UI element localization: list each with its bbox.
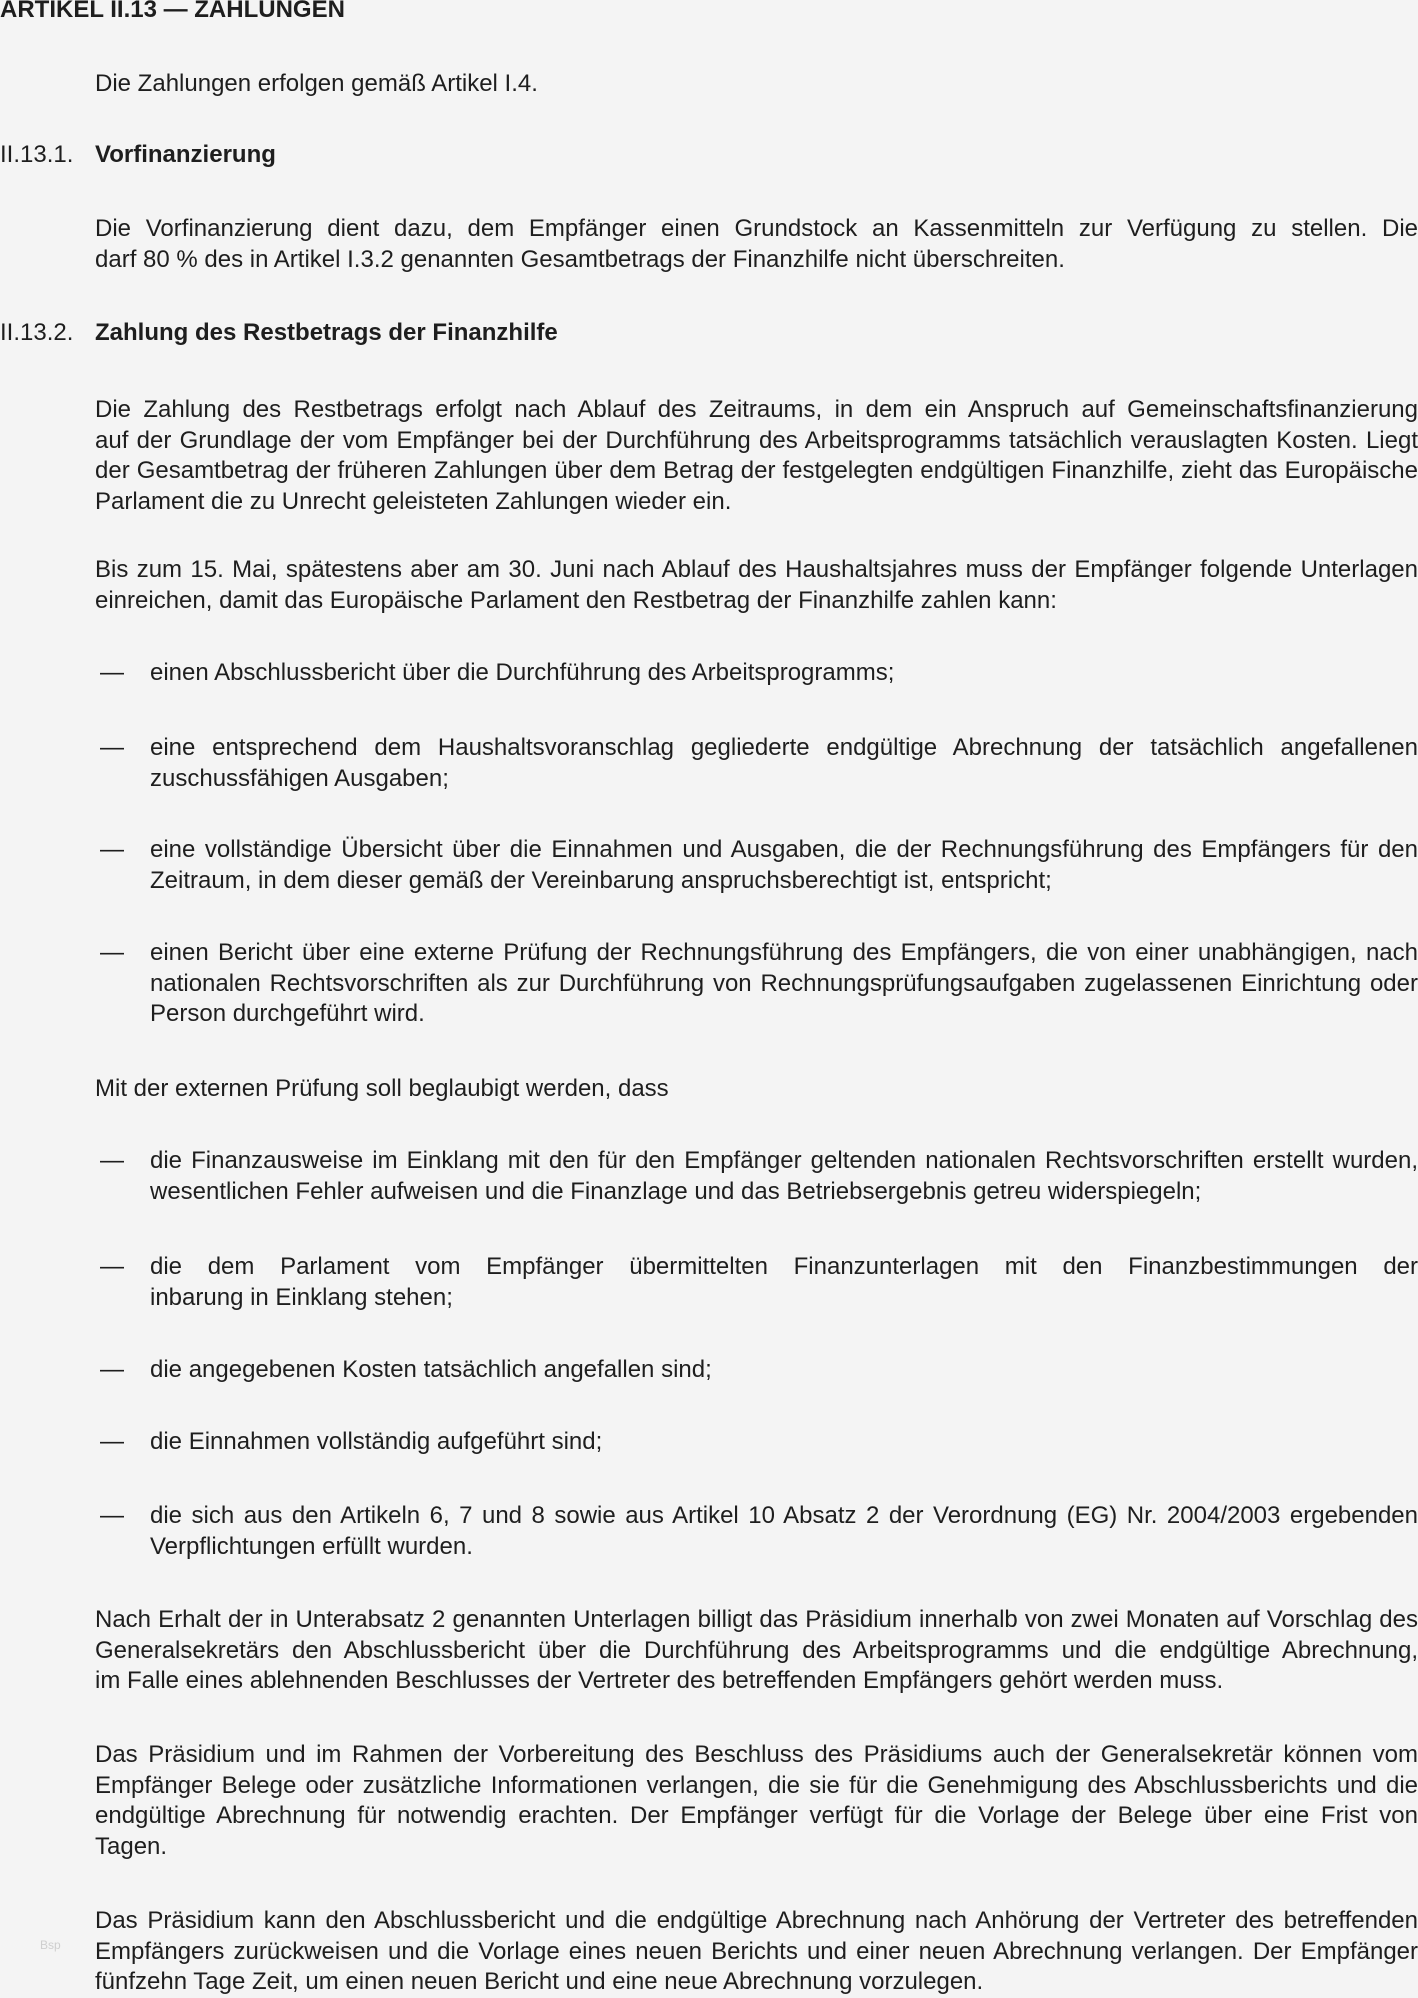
text-line: endgültige Abrechnung für notwendig erachten. Der Empfänger verfügt für die Vorlage der Belege über eine Frist von [95, 1802, 1418, 1829]
text-line: einen Bericht über eine externe Prüfung der Rechnungsführung des Empfängers, die von einer unabhängigen, nach [150, 939, 1418, 966]
text-line: die dem Parlament vom Empfänger übermittelten Finanzunterlagen mit den Finanzbestimmungen der [150, 1253, 1418, 1280]
text-line: Person durchgeführt wird. [150, 1000, 425, 1027]
text-line: nationalen Rechtsvorschriften als zur Durchführung von Rechnungsprüfungsaufgaben zugelassenen Einrichtung oder [150, 969, 1418, 997]
text-line: Tagen. [95, 1832, 168, 1860]
section-title: Vorfinanzierung [95, 141, 276, 168]
dash-bullet: — [100, 1502, 124, 1529]
text-line: wesentlichen Fehler aufweisen und die Finanzlage und das Betriebsergebnis getreu widerspiegeln; [150, 1177, 1202, 1205]
dash-bullet: — [100, 1253, 124, 1280]
text-line: zuschussfähigen Ausgaben; [150, 764, 449, 792]
text-line: Empfängers zurückweisen und die Vorlage eines neuen Berichts und einer neuen Abrechnung verlangen. Der Empfänger [95, 1937, 1418, 1965]
text-line: der Gesamtbetrag der früheren Zahlungen über dem Betrag der festgelegten endgültigen Finanzhilfe, zieht das Europäische [95, 457, 1418, 484]
text-line: Die Zahlungen erfolgen gemäß Artikel I.4. [95, 70, 538, 97]
text-line: die Finanzausweise im Einklang mit den für den Empfänger geltenden nationalen Rechtsvorschriften erstellt wurden, [150, 1147, 1418, 1174]
text-line: Generalsekretärs den Abschlussbericht über die Durchführung des Arbeitsprogramms und die endgültige Abrechnung, [95, 1636, 1418, 1664]
watermark: Bsp [40, 1938, 61, 1952]
text-line: auf der Grundlage der vom Empfänger bei der Durchführung des Arbeitsprogramms tatsächlich verauslagten Kosten. Liegt [95, 426, 1418, 454]
section-number: II.13.1. [0, 141, 74, 168]
text-line: die Einnahmen vollständig aufgeführt sind; [150, 1428, 603, 1455]
text-line: Parlament die zu Unrecht geleisteten Zahlungen wieder ein. [95, 487, 732, 515]
text-line: Die Vorfinanzierung dient dazu, dem Empfänger einen Grundstock an Kassenmitteln zur Verfügung zu stellen. Die [95, 215, 1418, 242]
dash-bullet: — [100, 734, 124, 761]
section-number: II.13.2. [0, 319, 74, 346]
text-line: die sich aus den Artikeln 6, 7 und 8 sowie aus Artikel 10 Absatz 2 der Verordnung (EG) Nr. 2004/2003 ergebenden [150, 1502, 1418, 1529]
text-line: Die Zahlung des Restbetrags erfolgt nach Ablauf des Zeitraums, in dem ein Anspruch auf Gemeinschaftsfinanzierung [95, 396, 1418, 423]
text-line: Das Präsidium kann den Abschlussbericht und die endgültige Abrechnung nach Anhörung der Vertreter des betreffenden [95, 1907, 1418, 1934]
text-line: die angegebenen Kosten tatsächlich angefallen sind; [150, 1356, 712, 1383]
dash-bullet: — [100, 939, 124, 966]
text-line: Zeitraum, in dem dieser gemäß der Vereinbarung anspruchsberechtigt ist, entspricht; [150, 866, 1052, 894]
dash-bullet: — [100, 836, 124, 863]
text-line: einreichen, damit das Europäische Parlament den Restbetrag der Finanzhilfe zahlen kann: [95, 586, 1057, 614]
text-line: eine vollständige Übersicht über die Einnahmen und Ausgaben, die der Rechnungsführung des Empfängers für den [150, 836, 1418, 863]
section-title: Zahlung des Restbetrags der Finanzhilfe [95, 319, 558, 346]
dash-bullet: — [100, 659, 124, 686]
text-line: Verpflichtungen erfüllt wurden. [150, 1532, 473, 1560]
text-line: im Falle eines ablehnenden Beschlusses der Vertreter des betreffenden Empfängers gehört werden muss. [95, 1667, 1224, 1694]
text-line: Mit der externen Prüfung soll beglaubigt werden, dass [95, 1075, 669, 1102]
text-line: Das Präsidium und im Rahmen der Vorbereitung des Beschluss des Präsidiums auch der Generalsekretär können vom [95, 1741, 1418, 1768]
dash-bullet: — [100, 1356, 124, 1383]
text-line: Bis zum 15. Mai, spätestens aber am 30. Juni nach Ablauf des Haushaltsjahres muss der Empfänger folgende Unterlagen [95, 556, 1418, 583]
text-line: Nach Erhalt der in Unterabsatz 2 genannten Unterlagen billigt das Präsidium innerhalb von zwei Monaten auf Vorschlag des [95, 1606, 1418, 1633]
text-line: darf 80 % des in Artikel I.3.2 genannten Gesamtbetrags der Finanzhilfe nicht überschreiten. [95, 245, 1065, 273]
dash-bullet: — [100, 1428, 124, 1455]
text-line: einen Abschlussbericht über die Durchführung des Arbeitsprogramms; [150, 659, 895, 686]
text-line: inbarung in Einklang stehen; [150, 1283, 453, 1311]
article-heading: ARTIKEL II.13 — ZAHLUNGEN [0, 0, 345, 23]
text-line: fünfzehn Tage Zeit, um einen neuen Bericht und eine neue Abrechnung vorzulegen. [95, 1968, 984, 1995]
text-line: Empfänger Belege oder zusätzliche Informationen verlangen, die sie für die Genehmigung des Abschlussberichts und die [95, 1771, 1418, 1799]
dash-bullet: — [100, 1147, 124, 1174]
text-line: eine entsprechend dem Haushaltsvoranschlag gegliederte endgültige Abrechnung der tatsächlich angefallenen [150, 734, 1418, 761]
